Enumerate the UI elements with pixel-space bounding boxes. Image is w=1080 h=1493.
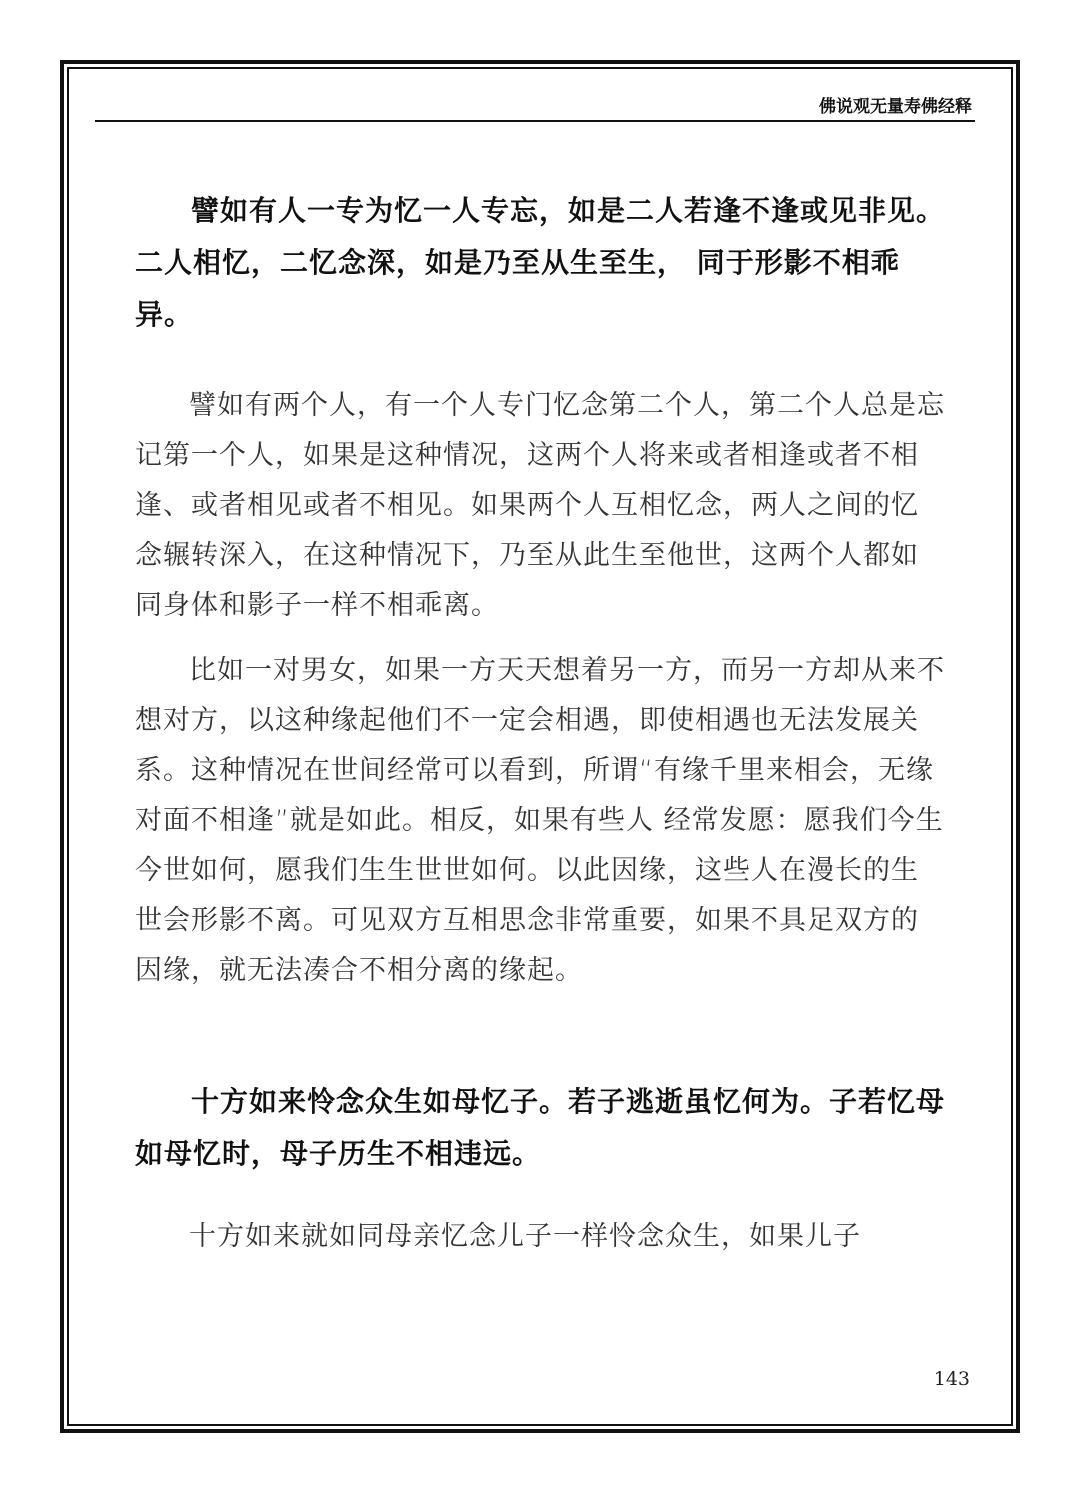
page-body <box>135 185 945 1262</box>
header-rule <box>95 120 975 122</box>
running-head: 佛说观无量寿佛经释 <box>819 97 972 117</box>
verse-paragraph: 譬如有人一专为忆一人专忘，如是二人若逢不逢或见非见。二人相忆，二忆念深，如是乃至从生至生， 同于形影不相乖异。 <box>135 194 946 331</box>
explanation-paragraph: 比如一对男女，如果一方天天想着另一方，而另一方却从来不想对方，以这种缘起他们不一定会相遇，即使相遇也无法发展关系。这种情况在世间经常可以看到，所谓“有缘千里来相会，无缘对面不相逢”就是如此。相反，如果有些人 经常发愿：愿我们今生今世如何，愿我们生生世世如何。以此因缘，这些人在漫长的生世会形影不离。可见双方互相思念非常重要，如果不具足双方的因缘，就无法凑合不相分离的缘起。 <box>135 655 945 986</box>
explanation-paragraph: 譬如有两个人，有一个人专门忆念第二个人，第二个人总是忘记第一个人，如果是这种情况，这两个人将来或者相逢或者不相逢、或者相见或者不相见。如果两个人互相忆念，两人之间的忆念辗转深入，在这种情况下，乃至从此生至他世，这两个人都如同身体和影子一样不相乖离。 <box>135 390 945 621</box>
explanation-paragraph: 十方如来就如同母亲忆念儿子一样怜念众生，如果儿子 <box>189 1221 861 1252</box>
verse-paragraph: 十方如来怜念众生如母忆子。若子逃逝虽忆何为。子若忆母如母忆时，母子历生不相违远。 <box>135 1085 946 1170</box>
page-number: 143 <box>933 1368 970 1390</box>
